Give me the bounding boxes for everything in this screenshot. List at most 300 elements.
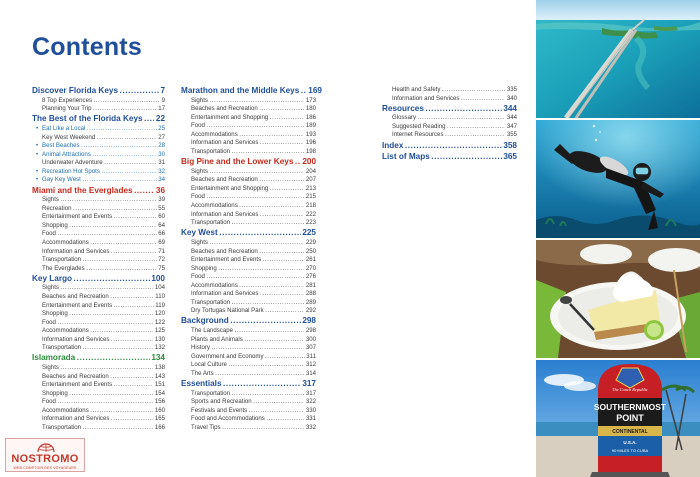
toc-label: Glossary — [392, 114, 417, 122]
toc-column-1 — [32, 86, 165, 432]
toc-label: Accommodations — [191, 202, 238, 210]
toc-label: Sights — [42, 284, 59, 292]
toc-entry — [32, 222, 165, 231]
toc-entry — [181, 327, 316, 336]
toc-page-number: 270 — [305, 264, 316, 272]
toc-page-number: 261 — [305, 256, 316, 264]
southernmost-buoy-photo — [536, 360, 700, 477]
toc-label: Background — [181, 316, 229, 326]
toc-page-number: 365 — [503, 151, 517, 161]
toc-page-number: 298 — [305, 327, 316, 335]
toc-entry — [181, 344, 316, 353]
toc-page-number: 165 — [154, 415, 165, 423]
toc-label: Sights — [42, 196, 59, 204]
toc-leader-dots — [211, 344, 304, 353]
toc-leader-dots — [260, 139, 304, 148]
toc-leader-dots — [82, 176, 156, 185]
toc-label: Food — [191, 122, 205, 130]
toc-entry — [181, 139, 316, 148]
toc-label: • Recreation Hot Spots — [42, 167, 100, 175]
toc-page-number: 143 — [154, 372, 165, 380]
toc-entry — [382, 95, 517, 104]
toc-page-number: 332 — [305, 423, 316, 431]
toc-label: Festivals and Events — [191, 406, 248, 414]
toc-page-number: 34 — [158, 176, 165, 184]
toc-page-number: 335 — [506, 86, 517, 93]
toc-label: List of Maps — [382, 151, 430, 161]
toc-page-number: 281 — [305, 281, 316, 289]
toc-entry — [32, 142, 165, 151]
toc-page-number: 207 — [305, 176, 316, 184]
toc-entry — [181, 122, 316, 131]
toc-entry — [32, 265, 165, 274]
toc-leader-dots — [265, 307, 304, 316]
toc-entry — [32, 97, 165, 106]
toc-page-number: 156 — [154, 398, 165, 406]
toc-label: Local Culture — [191, 361, 227, 369]
toc-page-number: 186 — [305, 113, 316, 121]
toc-entry — [32, 230, 165, 239]
toc-entry — [181, 114, 316, 123]
toc-page-number: 60 — [158, 213, 165, 221]
toc-section — [382, 152, 517, 163]
toc-section — [32, 86, 165, 97]
toc-label: Shopping — [42, 310, 68, 318]
toc-entry — [181, 265, 316, 274]
toc-leader-dots — [114, 213, 157, 222]
toc-label: Discover Florida Keys — [32, 86, 119, 95]
toc-leader-dots — [239, 202, 304, 211]
toc-leader-dots — [445, 131, 505, 140]
toc-page-number: 69 — [158, 238, 165, 246]
toc-entry — [181, 239, 316, 248]
toc-leader-dots — [74, 274, 150, 285]
toc-leader-dots — [93, 105, 157, 114]
toc-page-number: 132 — [154, 344, 165, 352]
toc-page-number: 110 — [155, 292, 165, 300]
toc-label: Index — [382, 140, 404, 150]
toc-label: Transportation — [42, 344, 82, 352]
stamp-name: NOSTROMO — [11, 453, 79, 465]
toc-label: Beaches and Recreation — [191, 105, 258, 113]
toc-page-number: 215 — [305, 193, 316, 201]
toc-entry — [181, 299, 316, 308]
toc-label: Miami and the Everglades — [32, 185, 133, 195]
toc-leader-dots — [442, 86, 505, 95]
toc-entry — [181, 202, 316, 211]
toc-leader-dots — [232, 148, 305, 157]
toc-page-number: 292 — [305, 307, 316, 315]
toc-entry — [181, 398, 316, 407]
toc-entry — [181, 307, 316, 316]
toc-label: The Everglades — [42, 264, 85, 272]
toc-entry — [32, 205, 165, 214]
toc-section — [181, 316, 316, 327]
toc-leader-dots — [60, 284, 153, 293]
toc-entry — [181, 282, 316, 291]
toc-label: Information and Services — [191, 290, 259, 298]
toc-entry — [32, 248, 165, 257]
toc-page-number: 17 — [158, 105, 165, 113]
toc-entry — [32, 390, 165, 399]
toc-leader-dots — [270, 114, 305, 123]
toc-entry — [32, 196, 165, 205]
toc-leader-dots — [110, 373, 153, 382]
toc-page-number: 250 — [305, 247, 316, 255]
toc-entry — [181, 407, 316, 416]
toc-leader-dots — [94, 97, 161, 106]
toc-section — [382, 104, 517, 115]
toc-page-number: 134 — [151, 353, 165, 363]
globe-icon — [36, 440, 56, 453]
toc-leader-dots — [144, 114, 154, 125]
toc-label: Islamorada — [32, 353, 76, 363]
toc-label: Beaches and Recreation — [42, 292, 109, 300]
toc-leader-dots — [73, 205, 157, 214]
toc-label: Health and Safety — [392, 86, 441, 93]
toc-entry — [181, 415, 316, 424]
toc-entry — [181, 353, 316, 362]
toc-page-number: 288 — [305, 290, 316, 298]
toc-entry — [181, 361, 316, 370]
toc-leader-dots — [259, 105, 304, 114]
toc-label: • Animal Attractions — [42, 150, 91, 158]
toc-page-number: 25 — [158, 125, 165, 133]
toc-leader-dots — [87, 125, 157, 134]
toc-label: Information and Services — [191, 139, 259, 147]
toc-page-number: 322 — [305, 398, 316, 406]
toc-label: Information and Services — [42, 335, 110, 343]
toc-leader-dots — [83, 424, 154, 433]
toc-leader-dots — [228, 361, 304, 370]
toc-section — [32, 114, 165, 125]
toc-label: Beaches and Recreation — [42, 372, 109, 380]
toc-label: Beaches and Recreation — [191, 247, 258, 255]
toc-label: The Arts — [191, 369, 214, 377]
toc-page-number: 27 — [158, 133, 165, 141]
toc-page-number: 75 — [158, 264, 165, 272]
toc-label: Accommodations — [42, 406, 89, 414]
toc-page-number: 229 — [305, 238, 316, 246]
toc-page-number: 130 — [154, 335, 165, 343]
toc-entry — [32, 239, 165, 248]
toc-entry — [181, 424, 316, 433]
toc-entry — [32, 381, 165, 390]
toc-label: Transportation — [42, 423, 82, 431]
toc-label: The Landscape — [191, 327, 234, 335]
toc-leader-dots — [120, 86, 159, 97]
toc-label: Entertainment and Events — [42, 381, 113, 389]
toc-section — [181, 157, 316, 168]
toc-page-number: 138 — [154, 364, 165, 372]
toc-leader-dots — [90, 407, 153, 416]
toc-page-number: 225 — [302, 228, 316, 238]
toc-entry — [181, 390, 316, 399]
toc-leader-dots — [301, 86, 307, 97]
toc-label: 8 Top Experiences — [42, 96, 93, 104]
toc-leader-dots — [418, 114, 506, 123]
toc-entry — [32, 151, 165, 160]
toc-entry — [32, 159, 165, 168]
toc-page-number: 223 — [305, 219, 316, 227]
toc-page-number: 196 — [305, 139, 316, 147]
toc-section — [32, 186, 165, 197]
toc-label: Entertainment and Shopping — [191, 113, 269, 121]
toc-entry — [181, 185, 316, 194]
toc-label: Entertainment and Events — [191, 256, 262, 264]
toc-leader-dots — [266, 415, 304, 424]
toc-label: Shopping — [42, 221, 68, 229]
toc-label: Transportation — [191, 147, 231, 155]
toc-entry — [382, 131, 517, 140]
toc-page-number: 358 — [503, 140, 517, 150]
toc-entry — [32, 176, 165, 185]
toc-leader-dots — [215, 370, 304, 379]
toc-label: Accommodations — [191, 281, 238, 289]
toc-label: Food — [42, 230, 56, 238]
toc-entry — [181, 97, 316, 106]
toc-leader-dots — [239, 131, 304, 140]
toc-entry — [32, 344, 165, 353]
toc-label: Key West — [181, 228, 218, 238]
toc-leader-dots — [425, 104, 501, 115]
toc-label: Entertainment and Events — [42, 213, 113, 221]
toc-label: Information and Services — [392, 94, 460, 102]
toc-page-number: 39 — [158, 196, 165, 204]
toc-entry — [32, 302, 165, 311]
toc-column-3 — [382, 86, 517, 163]
toc-leader-dots — [83, 256, 157, 265]
toc-label: Accommodations — [191, 130, 238, 138]
toc-page-number: 204 — [305, 167, 316, 175]
toc-label: Internet Resources — [392, 131, 444, 139]
toc-page-number: 307 — [305, 344, 316, 352]
toc-leader-dots — [232, 219, 305, 228]
toc-label: Marathon and the Middle Keys — [181, 86, 300, 95]
toc-entry — [181, 193, 316, 202]
toc-entry — [181, 148, 316, 157]
toc-label: Essentials — [181, 379, 222, 389]
toc-leader-dots — [253, 398, 304, 407]
toc-label: • Eat Like a Local — [42, 125, 86, 133]
toc-page-number: 104 — [154, 284, 165, 292]
toc-page-number: 173 — [305, 96, 316, 104]
toc-leader-dots — [239, 282, 304, 291]
toc-page-number: 218 — [305, 202, 316, 210]
toc-leader-dots — [232, 299, 305, 308]
toc-label: • Best Beaches — [42, 142, 80, 150]
toc-leader-dots — [111, 248, 157, 257]
toc-leader-dots — [206, 193, 304, 202]
toc-page-number: 7 — [160, 86, 165, 95]
toc-entry — [32, 398, 165, 407]
toc-leader-dots — [405, 141, 502, 152]
buoy-text-3: CONTINENTAL — [612, 429, 648, 435]
toc-page-number: 276 — [305, 273, 316, 281]
toc-label: Key West Weekend — [42, 133, 96, 141]
toc-page-number: 100 — [151, 273, 165, 283]
toc-section — [181, 228, 316, 239]
toc-leader-dots — [235, 327, 305, 336]
toc-label: Government and Economy — [191, 352, 264, 360]
toc-page-number: 28 — [158, 142, 165, 150]
toc-label: Transportation — [42, 256, 82, 264]
toc-leader-dots — [249, 407, 305, 416]
toc-label: Food — [191, 193, 205, 201]
toc-leader-dots — [244, 336, 304, 345]
toc-page-number: 330 — [305, 406, 316, 414]
toc-leader-dots — [57, 398, 153, 407]
toc-leader-dots — [77, 353, 150, 364]
toc-page-number: 22 — [155, 114, 165, 124]
stamp-subtitle: WEB COMPTOIR DES VOYAGEURS — [13, 466, 77, 470]
toc-leader-dots — [218, 265, 304, 274]
toc-label: Resources — [382, 103, 424, 113]
toc-leader-dots — [111, 336, 153, 345]
toc-leader-dots — [209, 239, 304, 248]
toc-page-number: 189 — [305, 122, 316, 130]
nostromo-stamp — [5, 438, 85, 472]
toc-page-number: 72 — [158, 256, 165, 264]
toc-label: Big Pine and the Lower Keys — [181, 157, 294, 167]
toc-leader-dots — [60, 196, 156, 205]
toc-page-number: 125 — [154, 327, 165, 335]
toc-label: Transportation — [191, 389, 231, 397]
photo-strip — [536, 0, 700, 477]
toc-entry — [382, 123, 517, 132]
toc-page-number: 36 — [155, 185, 165, 195]
toc-section — [382, 141, 517, 152]
toc-page-number: 200 — [302, 157, 317, 167]
toc-page-number: 122 — [154, 318, 165, 326]
toc-leader-dots — [265, 353, 305, 362]
toc-label: Accommodations — [42, 238, 89, 246]
toc-entry — [32, 415, 165, 424]
toc-leader-dots — [97, 134, 157, 143]
toc-leader-dots — [230, 316, 301, 327]
toc-page-number: 289 — [305, 298, 316, 306]
toc-entry — [32, 168, 165, 177]
toc-label: Beaches and Recreation — [191, 176, 258, 184]
toc-page-number: 312 — [305, 361, 316, 369]
buoy-script-text: The Conch Republic — [612, 387, 648, 392]
toc-entry — [181, 168, 316, 177]
toc-label: Accommodations — [42, 327, 89, 335]
toc-page-number: 213 — [305, 184, 316, 192]
toc-leader-dots — [104, 159, 157, 168]
toc-label: Underwater Adventure — [42, 159, 103, 167]
toc-label: Food — [42, 318, 56, 326]
toc-label: Sights — [191, 167, 208, 175]
toc-page-number: 66 — [158, 230, 165, 238]
toc-entry — [32, 327, 165, 336]
toc-entry — [382, 114, 517, 123]
toc-page-number: 64 — [158, 221, 165, 229]
buoy-text-2: POINT — [616, 413, 644, 423]
toc-page-number: 160 — [154, 406, 165, 414]
toc-entry — [32, 373, 165, 382]
key-lime-pie-photo — [536, 240, 700, 358]
toc-entry — [32, 310, 165, 319]
toc-label: Transportation — [191, 298, 231, 306]
toc-leader-dots — [461, 95, 505, 104]
toc-entry — [32, 407, 165, 416]
toc-page-number: 151 — [154, 381, 165, 389]
toc-entry — [32, 284, 165, 293]
toc-entry — [32, 319, 165, 328]
buoy-text-4: U.S.A. — [623, 440, 637, 445]
toc-label: Sports and Recreation — [191, 398, 252, 406]
toc-page-number: 298 — [302, 316, 316, 326]
toc-label: Sights — [191, 96, 208, 104]
toc-leader-dots — [69, 222, 156, 231]
toc-page-number: 317 — [305, 389, 316, 397]
toc-page-number: 169 — [308, 86, 322, 95]
toc-page-number: 317 — [302, 379, 316, 389]
toc-entry — [181, 219, 316, 228]
toc-leader-dots — [222, 424, 304, 433]
toc-page-number: 32 — [158, 167, 165, 175]
toc-page-number: 166 — [154, 423, 165, 431]
toc-entry — [32, 134, 165, 143]
toc-leader-dots — [114, 381, 154, 390]
toc-leader-dots — [134, 186, 154, 197]
toc-leader-dots — [206, 122, 304, 131]
toc-label: Shopping — [42, 389, 68, 397]
toc-entry — [32, 213, 165, 222]
toc-leader-dots — [60, 364, 153, 373]
toc-page-number: 180 — [305, 105, 316, 113]
toc-label: Information and Services — [42, 247, 110, 255]
toc-leader-dots — [232, 390, 305, 399]
toc-entry — [181, 290, 316, 299]
toc-page-number: 31 — [158, 159, 165, 167]
toc-page-number: 314 — [305, 369, 316, 377]
toc-leader-dots — [69, 310, 153, 319]
toc-entry — [181, 256, 316, 265]
toc-leader-dots — [270, 185, 305, 194]
toc-entry — [32, 256, 165, 265]
toc-label: Key Largo — [32, 273, 73, 283]
toc-leader-dots — [81, 142, 157, 151]
toc-leader-dots — [260, 211, 304, 220]
toc-label: Sights — [191, 238, 208, 246]
buoy-text-1: SOUTHERNMOST — [593, 402, 667, 412]
toc-page-number: 331 — [305, 415, 316, 423]
toc-label: The Best of the Florida Keys — [32, 114, 143, 124]
toc-leader-dots — [90, 327, 153, 336]
toc-page-number: 347 — [506, 122, 517, 130]
toc-leader-dots — [114, 302, 154, 311]
toc-leader-dots — [209, 97, 304, 106]
toc-entry — [32, 336, 165, 345]
toc-leader-dots — [57, 319, 153, 328]
toc-section — [181, 379, 316, 390]
toc-page-number: 300 — [305, 335, 316, 343]
toc-leader-dots — [209, 168, 304, 177]
toc-entry — [181, 273, 316, 282]
toc-entry — [32, 125, 165, 134]
toc-page-number: 340 — [506, 94, 517, 102]
toc-column-2 — [181, 86, 322, 432]
toc-label: Information and Services — [191, 210, 259, 218]
toc-leader-dots — [111, 415, 153, 424]
toc-page-number: 344 — [506, 114, 517, 122]
toc-page-number: 30 — [158, 150, 165, 158]
page-title: Contents — [32, 33, 142, 61]
toc-label: Sights — [42, 364, 59, 372]
toc-page-number: 119 — [155, 301, 165, 309]
